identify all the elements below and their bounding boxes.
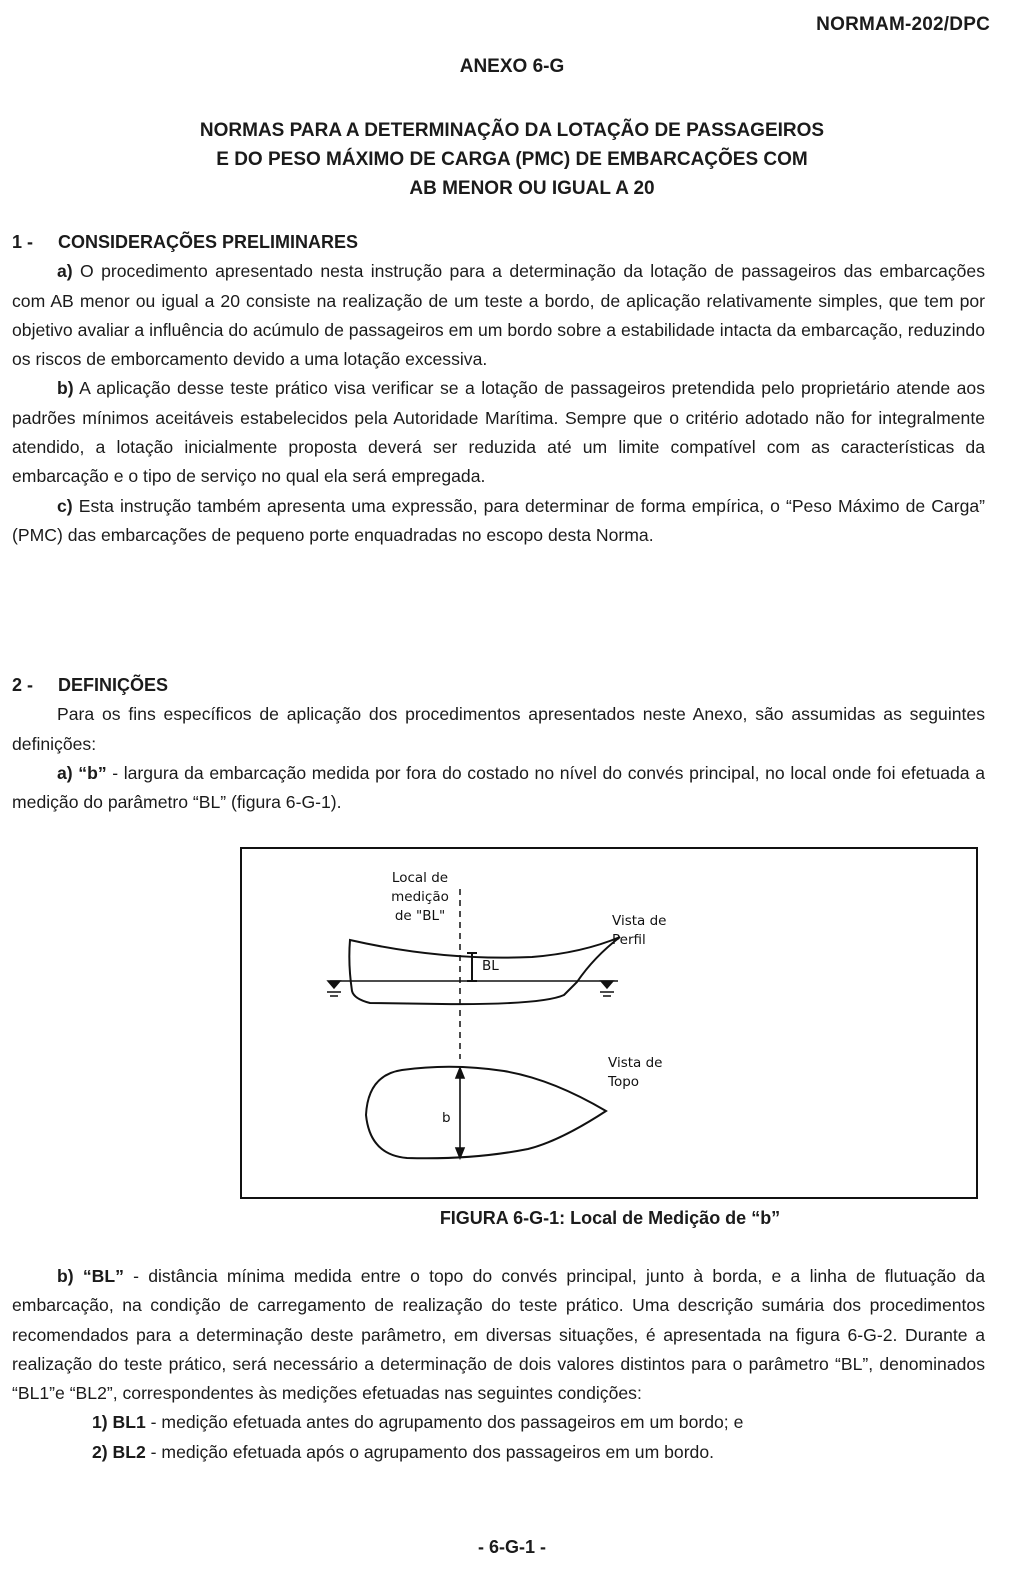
definition-b-text: - distância mínima medida entre o topo do convés principal, junto à borda, e a linha de flutuação da embarcação, na condição de carregamento de realização do teste prático. Uma descrição sumária dos procedimentos recomendados para a determinação deste parâmetro, em diversas situações, é apresentada na figura 6-G-2. Durante a realização do teste prático, será necessário a determinação de dois valores distintos para o parâmetro “BL”, denominados “BL1”e “BL2”, correspondentes às medições efetuadas nas seguintes condições: [12,1266,985,1404]
section-2-continued [12,1262,985,1467]
document-code: NORMAM-202/DPC [816,14,990,35]
paragraph-a-label: a) [57,261,73,282]
section-2-definition-a [12,759,985,818]
top-view-hull [366,1067,606,1159]
paragraph-b-label: b) [57,378,74,399]
width-b-label: b [442,1110,451,1126]
local-label-line-3: de "BL" [394,908,446,924]
section-1-paragraph-b [12,374,985,491]
definition-b-item-1 [12,1408,985,1437]
section-2-title: DEFINIÇÕES [58,675,169,695]
item-2-label: 2) BL2 [92,1441,146,1462]
document-title [0,116,1024,203]
section-2 [12,671,985,817]
item-2-text: - medição efetuada após o agrupamento dos passageiros em um bordo. [145,1441,715,1462]
section-1-paragraph-a [12,257,985,374]
bl-label: BL [482,958,499,974]
item-1-label: 1) BL1 [92,1412,146,1433]
top-label-line-1: Vista de [608,1055,663,1071]
section-1-number: 1 - [12,232,34,252]
definition-a-label: a) “b” [57,762,107,783]
definition-b-item-2 [12,1438,985,1467]
top-label-line-2: Topo [608,1074,640,1090]
local-label-line-1: Local de [391,870,449,886]
local-label-line-2: medição [391,889,449,905]
local-medicao-label [384,869,456,926]
section-1 [12,228,985,550]
definition-b-label: b) “BL” [57,1266,124,1286]
figure-6-g-1 [240,847,978,1199]
item-1-text: - medição efetuada antes do agrupamento dos passageiros em um bordo; e [145,1412,744,1433]
page-number: - 6-G-1 - [477,1537,546,1557]
waterline-symbol-right [600,981,614,996]
section-2-number: 2 - [12,675,34,695]
paragraph-c-label: c) [57,495,73,516]
title-line-2: E DO PESO MÁXIMO DE CARGA (PMC) DE EMBARCAÇÕES COM [216,149,808,170]
section-1-title: CONSIDERAÇÕES PRELIMINARES [58,232,359,252]
waterline-symbol-left [327,981,341,996]
profile-label-line-1: Vista de [612,913,667,929]
paragraph-b-text: A aplicação desse teste prático visa verificar se a lotação de passageiros pretendida pelo proprietário atende aos padrões mínimos aceitáveis estabelecidos pela Autoridade Marítima. Sempre que o critério adotado não for integralmente atendido, a lotação inicialmente proposta deverá ser reduzida até um limite compatível com as características da embarcação e o tipo de serviço no qual ela será empregada. [12,378,985,487]
paragraph-c-text: Esta instrução também apresenta uma expressão, para determinar de forma empírica, o “Peso Máximo de Carga” (PMC) das embarcações de pequeno porte enquadradas no escopo desta Norma. [12,495,985,545]
boat-diagram [242,849,976,1197]
section-1-paragraph-c [12,492,985,551]
annex-title: ANEXO 6-G [459,56,565,77]
section-2-definition-b [12,1262,985,1408]
width-b-arrow [456,1068,464,1158]
section-1-heading [12,228,985,257]
section-2-intro: Para os fins específicos de aplicação dos procedimentos apresentados neste Anexo, são assumidas as seguintes definições: [12,704,985,754]
profile-label-line-2: Perfil [612,932,646,948]
title-line-3: AB MENOR OU IGUAL A 20 [409,178,655,199]
profile-view-label [612,912,666,950]
definition-a-text: - largura da embarcação medida por fora do costado no nível do convés principal, no local onde foi efetuada a medição do parâmetro “BL” (figura 6-G-1). [12,762,986,813]
paragraph-a-text: O procedimento apresentado nesta instrução para a determinação da lotação de passageiros das embarcações com AB menor ou igual a 20 consiste na realização de um teste a bordo, de aplicação relativamente simples, que tem por objetivo avaliar a influência do acúmulo de passageiros em um bordo sobre a estabilidade intacta da embarcação, reduzindo os riscos de emborcamento devido a uma lotação excessiva. [12,261,985,370]
title-line-1: NORMAS PARA A DETERMINAÇÃO DA LOTAÇÃO DE PASSAGEIROS [199,120,825,141]
top-view-label [608,1054,662,1092]
figure-caption: FIGURA 6-G-1: Local de Medição de “b” [439,1208,781,1228]
section-2-heading [12,671,985,700]
